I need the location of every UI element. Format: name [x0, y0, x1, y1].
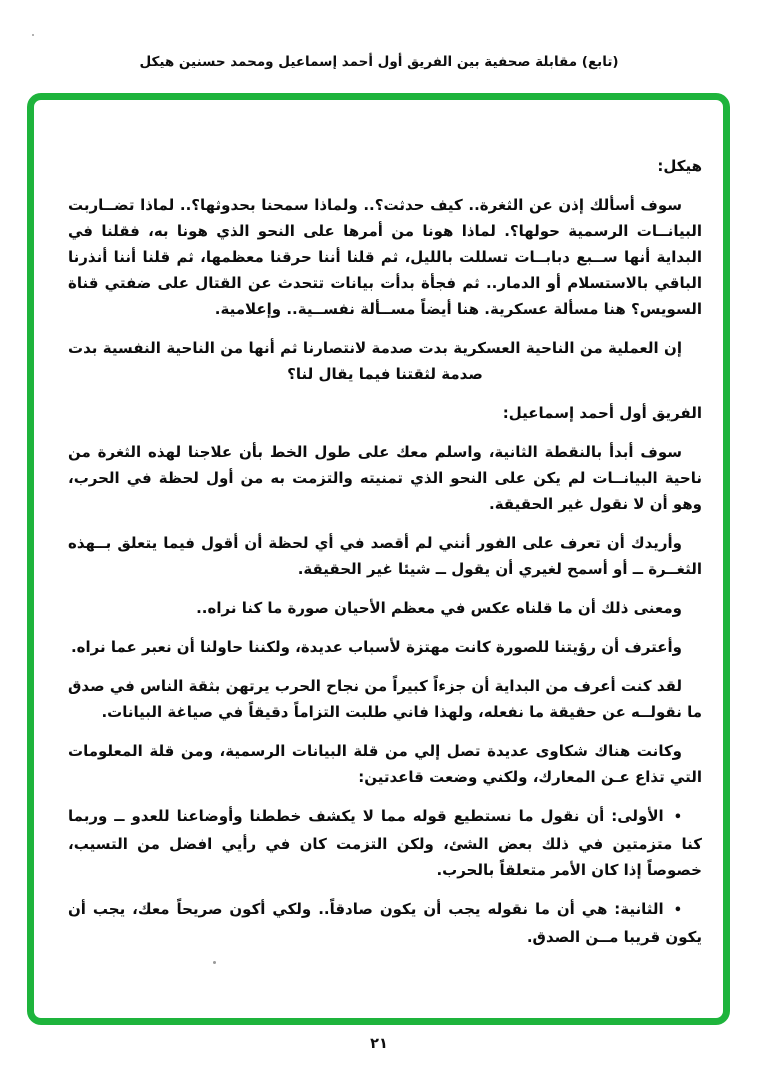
- scan-speck: [32, 34, 34, 36]
- paragraph: سوف أسألك إذن عن الثغرة.. كيف حدثت؟.. ولماذا سمحنا بحدوثها؟.. لماذا تضــاربت البيانــات الرسمية حولها؟. لماذا هونا من أمرها على النحو الذي هونا به، فقلنا في البداية أنها ســبع دبابــات تسللت بالليل، ثم قلنا أننا حرقنا معظمها، ثم قلنا أننا أنذرنا الباقي بالاستسلام أو الدمار.. ثم فجأة بدأت بيانات تتحدث عن القتال على ضفتي قناة السويس؟ هنا مسألة عسكرية. هنا أيضاً مســألة نفســية.. وإعلامية.: [68, 196, 702, 318]
- page-number: ٢١: [370, 1036, 388, 1052]
- paragraph: وأريدك أن تعرف على الفور أنني لم أقصد في أي لحظة أن أقول فيما يتعلق بــهذه الثغــرة ــ أو أسمح لغيري أن يقول ــ شيئا غير الحقيقة.: [68, 534, 702, 578]
- paragraph: ومعنى ذلك أن ما قلناه عكس في معظم الأحيان صورة ما كنا نراه..: [196, 599, 682, 617]
- paragraph: سوف أبدأ بالنقطة الثانية، واسلم معك على طول الخط بأن علاجنا لهذه الثغرة من ناحية البيانــات لم يكن على النحو الذي تمنيته والتزمت به من أول لحظة في الحرب، وهو أن لا نقول غير الحقيقة.: [68, 443, 702, 513]
- paragraph: وكانت هناك شكاوى عديدة تصل إلي من قلة البيانات الرسمية، ومن قلة المعلومات التي تذاع عـن المعارك، ولكني وضعت قاعدتين:: [68, 742, 702, 786]
- paragraph: وأعترف أن رؤيتنا للصورة كانت مهتزة لأسباب عديدة، ولكننا حاولنا أن نعبر عما نراه.: [70, 638, 682, 656]
- bullet-item: [68, 896, 702, 950]
- bullet-item: [68, 803, 702, 883]
- paragraph: لقد كنت أعرف من البداية أن جزءاً كبيراً من نجاح الحرب يرتهن بثقة الناس في صدق ما نقولــه عن حقيقة ما نفعله، ولهذا فاني طلبت التزاماً دقيقاً في صياغة البيانات.: [68, 677, 702, 721]
- document-body: [68, 153, 702, 963]
- speaker-label-heikal: هيكل:: [657, 157, 702, 175]
- page-header-title: (تابع) مقابلة صحفية بين الفريق أول أحمد إسماعيل ومحمد حسنين هيكل: [139, 54, 619, 70]
- paragraph: إن العملية من الناحية العسكرية بدت صدمة لانتصارنا ثم أنها من الناحية النفسية بدت صدمة لثقتنا فيما يقال لنا؟: [68, 339, 682, 383]
- scan-speck: [213, 961, 216, 964]
- bullet-icon: •: [673, 903, 682, 918]
- bullet-text: الأولى: أن نقول ما نستطيع قوله مما لا يكشف خططنا وأوضاعنا للعدو ــ وربما كنا متزمتين في ذلك بعض الشئ، ولكن التزمت كان في رأيي افضل من التسيب، خصوصاً إذا كان الأمر متعلقاً بالحرب.: [68, 807, 702, 879]
- bullet-icon: •: [673, 810, 682, 825]
- speaker-label-ismail: الفريق أول أحمد إسماعيل:: [502, 404, 702, 422]
- green-border-frame: [27, 93, 730, 1025]
- bullet-text: الثانية: هي أن ما نقوله يجب أن يكون صادقاً.. ولكي أكون صريحاً معك، يجب أن يكون قريبا مــن الصدق.: [68, 900, 702, 946]
